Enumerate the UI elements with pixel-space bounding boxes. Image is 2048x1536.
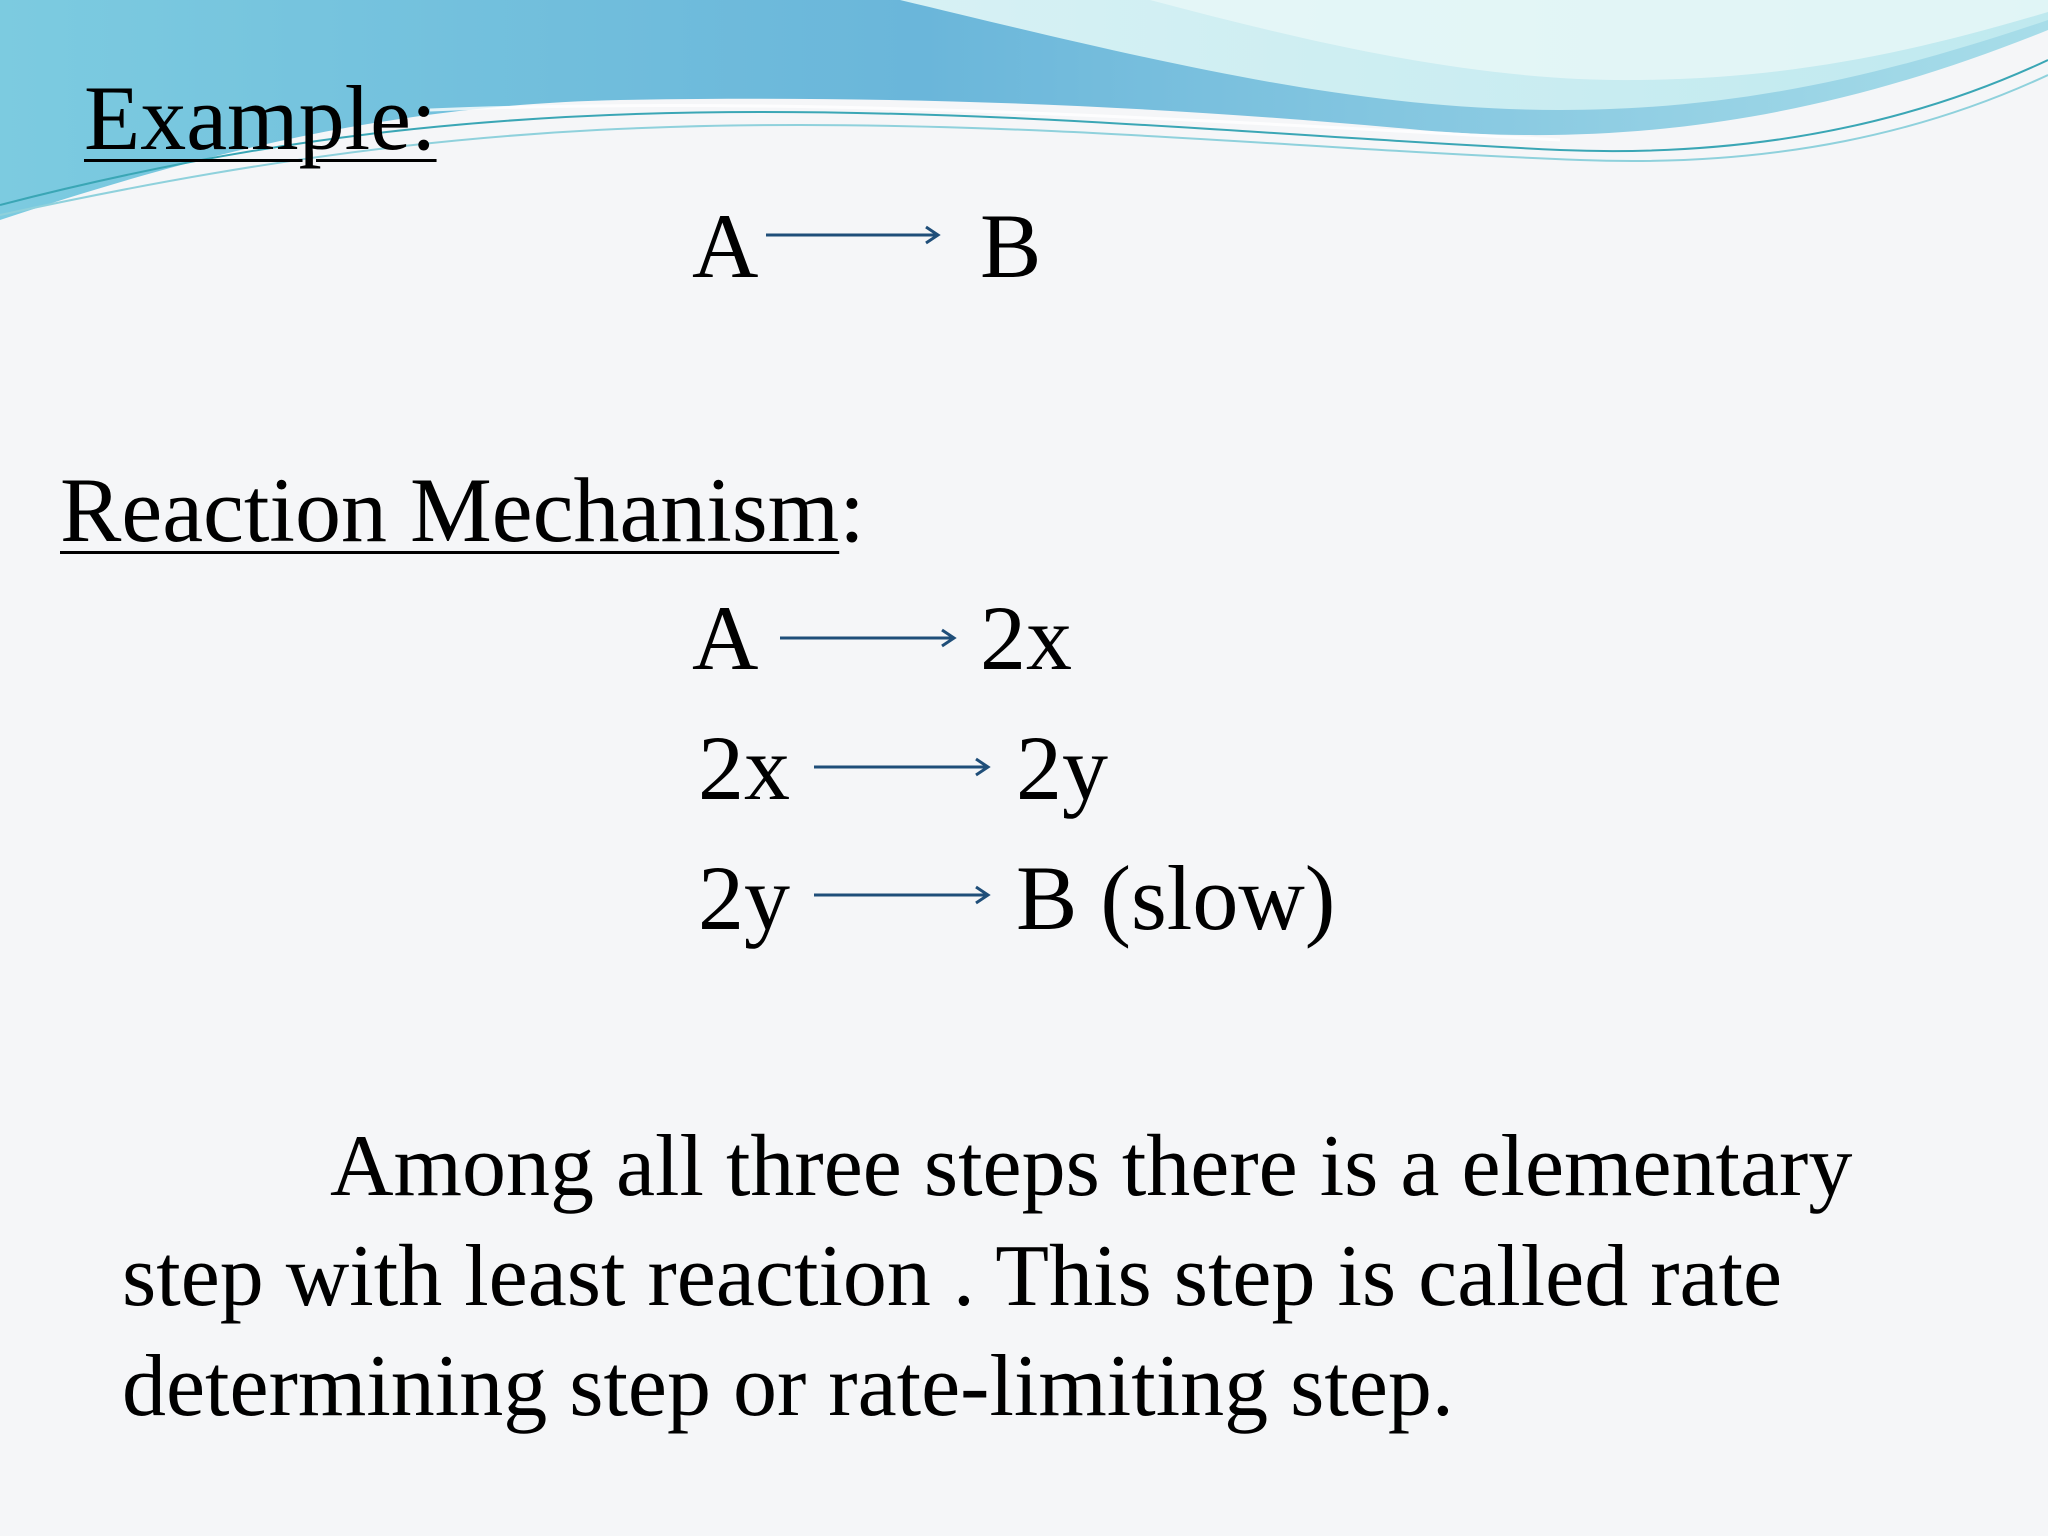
paragraph-line-1 (122, 1112, 2002, 1222)
mechanism-heading-colon: : (839, 459, 865, 561)
step-1-arrow-icon (780, 625, 960, 651)
mechanism-heading-text: Reaction Mechanism (60, 459, 840, 561)
step-3-product: B (slow) (1016, 847, 1336, 949)
example-heading: Example: (84, 67, 437, 169)
explanation-paragraph (122, 1112, 2002, 1442)
mechanism-heading (60, 459, 865, 561)
step-1-product: 2x (980, 587, 1072, 689)
overall-product: B (980, 195, 1042, 297)
step-3-arrow-icon (814, 882, 994, 908)
overall-arrow-icon (766, 222, 946, 248)
paragraph-line-2: step with least reaction . This step is called rate (122, 1228, 1783, 1325)
step-2-reactant: 2x (698, 717, 790, 819)
step-3-reactant: 2y (698, 847, 790, 949)
step-1-reactant: A (692, 587, 759, 689)
overall-reactant: A (692, 195, 759, 297)
paragraph-line-1-text: Among all three steps there is a elementary (330, 1118, 1853, 1215)
step-2-product: 2y (1016, 717, 1108, 819)
paragraph-line-3: determining step or rate-limiting step. (122, 1338, 1454, 1435)
step-2-arrow-icon (814, 754, 994, 780)
